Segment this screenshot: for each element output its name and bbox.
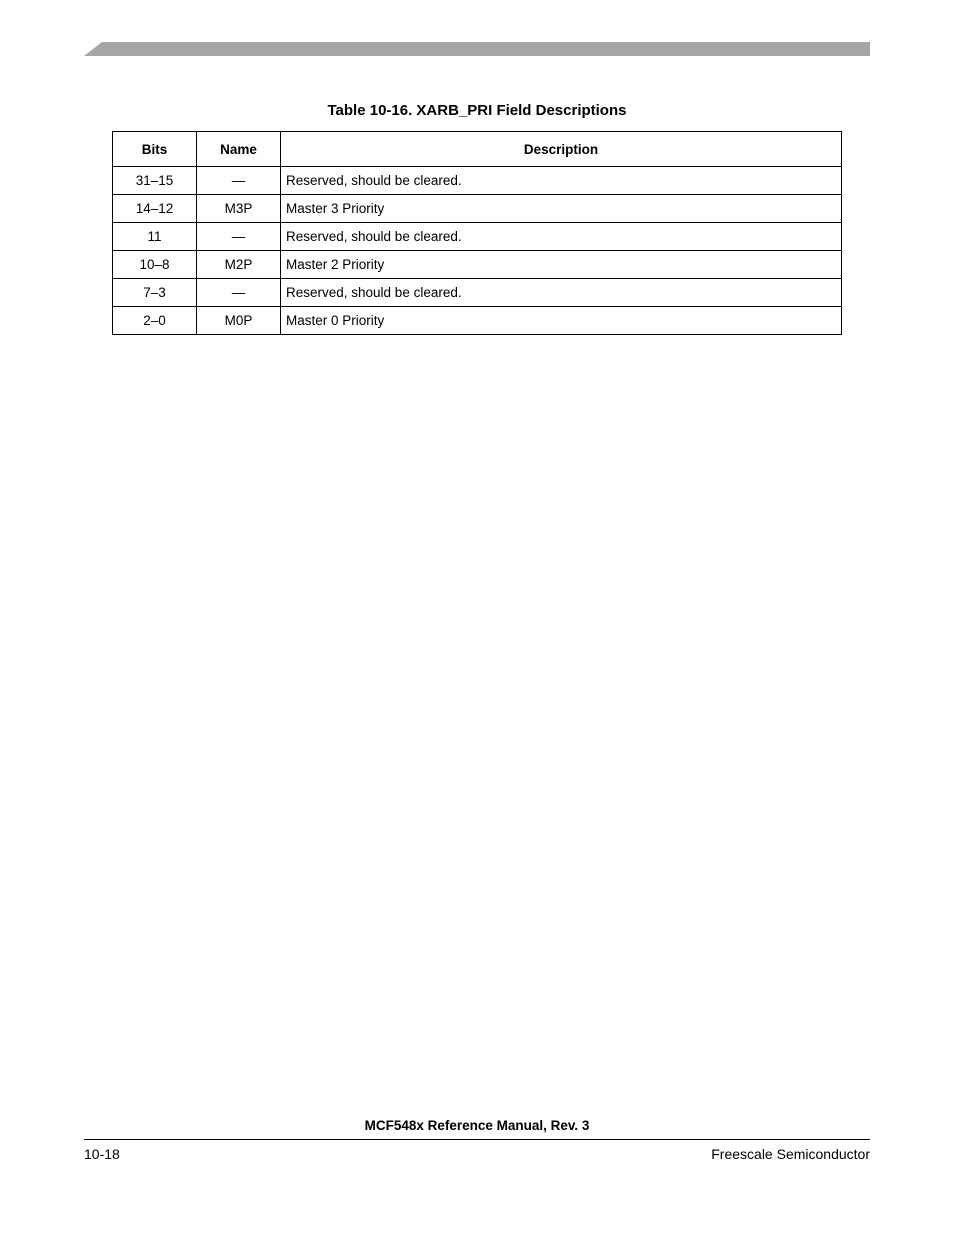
field-descriptions-table [112, 131, 842, 335]
description-cell: Reserved, should be cleared. [281, 167, 842, 195]
description-cell: Reserved, should be cleared. [281, 223, 842, 251]
name-cell: — [197, 279, 281, 307]
description-cell: Reserved, should be cleared. [281, 279, 842, 307]
name-cell: — [197, 223, 281, 251]
bits-cell: 10–8 [113, 251, 197, 279]
bits-cell: 2–0 [113, 307, 197, 335]
column-header-name: Name [197, 132, 281, 167]
table-row [113, 307, 842, 335]
footer-manual-title: MCF548x Reference Manual, Rev. 3 [364, 1118, 590, 1133]
footer-divider [84, 1139, 870, 1140]
bits-cell: 7–3 [113, 279, 197, 307]
table-row [113, 279, 842, 307]
header-decorative-bar [84, 42, 870, 56]
table-row [113, 167, 842, 195]
company-name: Freescale Semiconductor [711, 1146, 870, 1162]
bits-cell: 14–12 [113, 195, 197, 223]
name-cell: M0P [197, 307, 281, 335]
description-cell: Master 3 Priority [281, 195, 842, 223]
table-row [113, 251, 842, 279]
page-number: 10-18 [84, 1146, 120, 1162]
table-row [113, 195, 842, 223]
name-cell: M2P [197, 251, 281, 279]
description-cell: Master 0 Priority [281, 307, 842, 335]
bits-cell: 31–15 [113, 167, 197, 195]
description-cell: Master 2 Priority [281, 251, 842, 279]
name-cell: M3P [197, 195, 281, 223]
table-row [113, 223, 842, 251]
column-header-bits: Bits [113, 132, 197, 167]
column-header-description: Description [281, 132, 842, 167]
name-cell: — [197, 167, 281, 195]
table-title: Table 10-16. XARB_PRI Field Descriptions [327, 102, 627, 119]
table-header-row [113, 132, 842, 167]
bits-cell: 11 [113, 223, 197, 251]
